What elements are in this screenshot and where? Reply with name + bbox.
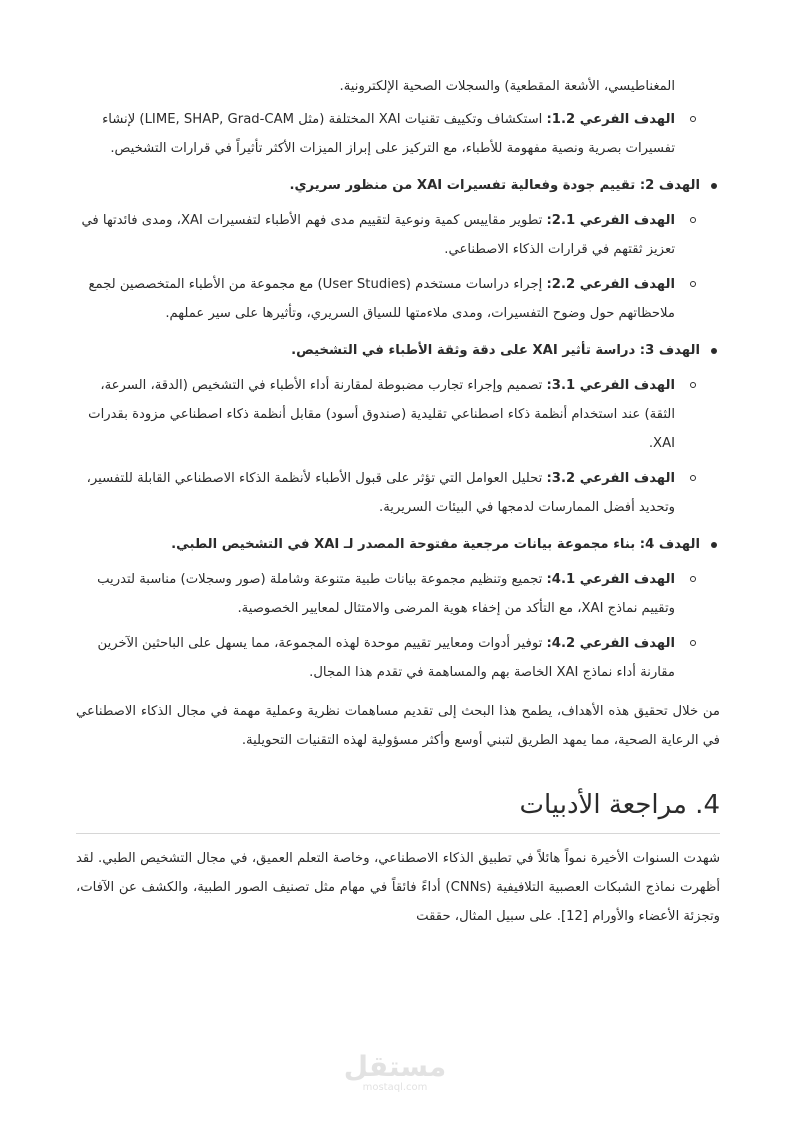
literature-review-paragraph: شهدت السنوات الأخيرة نمواً هائلاً في تطبيق الذكاء الاصطناعي، وخاصة التعلم العميق، في مجال التشخيص الطبي. لقد أظهرت نماذج الشبكات العصبية التلافيفية (CNNs) أداءً فائقاً في مهام مثل تصنيف الصور الطبية، والكشف عن الآفات، وتجزئة الأعضاء والأورام [12]. على سبيل المثال، حققت — [76, 851, 720, 924]
sub-goal-label: الهدف الفرعي 2.2: — [546, 277, 675, 292]
sub-goal-2-2 — [76, 270, 720, 328]
goal-4 — [76, 530, 720, 687]
sub-goal-4-1 — [76, 565, 720, 623]
goal-title: الهدف 3: دراسة تأثير XAI على دقة وثقة الأطباء في التشخيص. — [291, 343, 700, 358]
sub-goal-text: توفير أدوات ومعايير تقييم موحدة لهذه المجموعة، مما يسهل على الباحثين الآخرين مقارنة أداء نماذج XAI الخاصة بهم والمساهمة في تقدم هذا المجال. — [97, 636, 675, 680]
sub-goal-1-2 — [76, 105, 720, 163]
bullet-icon — [711, 542, 717, 548]
conclusion-paragraph: من خلال تحقيق هذه الأهداف، يطمح هذا البحث إلى تقديم مساهمات نظرية وعملية مهمة في مجال الذكاء الاصطناعي في الرعاية الصحية، مما يمهد الطريق لتبني أوسع وأكثر مسؤولية لهذه التقنيات التحويلية. — [76, 704, 720, 748]
sub-goal-label: الهدف الفرعي 1.2: — [546, 112, 675, 127]
bullet-icon — [711, 348, 717, 354]
watermark-logo: مستقل — [343, 1050, 447, 1083]
goal-2 — [76, 171, 720, 328]
sub-goal-text: تحليل العوامل التي تؤثر على قبول الأطباء لأنظمة الذكاء الاصطناعي القابلة للتفسير، وتحديد أفضل الممارسات لدمجها في البيئات السريرية. — [86, 471, 675, 515]
sub-goal-label: الهدف الفرعي 3.2: — [546, 471, 675, 486]
goal-title: الهدف 4: بناء مجموعة بيانات مرجعية مفتوحة المصدر لـ XAI في التشخيص الطبي. — [171, 537, 700, 552]
section-heading: 4. مراجعة الأدبيات — [76, 785, 720, 834]
bullet-icon — [711, 183, 717, 189]
goals-list — [76, 171, 720, 687]
hollow-bullet-icon — [690, 217, 696, 223]
hollow-bullet-icon — [690, 116, 696, 122]
watermark — [340, 1052, 450, 1094]
hollow-bullet-icon — [690, 475, 696, 481]
sub-goal-label: الهدف الفرعي 2.1: — [546, 213, 675, 228]
document-page — [76, 72, 720, 931]
sub-goal-label: الهدف الفرعي 4.1: — [546, 572, 675, 587]
top-sub-list — [76, 105, 720, 163]
goal-title: الهدف 2: تقييم جودة وفعالية تفسيرات XAI من منظور سريري. — [289, 178, 700, 193]
sub-goal-4-2 — [76, 629, 720, 687]
sub-goal-text: تطوير مقاييس كمية ونوعية لتقييم مدى فهم الأطباء لتفسيرات XAI، ومدى فائدتها في تعزيز ثقتهم في قرارات الذكاء الاصطناعي. — [81, 213, 675, 257]
sub-goal-list — [76, 371, 720, 522]
sub-goal-label: الهدف الفرعي 4.2: — [546, 636, 675, 651]
sub-goal-text: إجراء دراسات مستخدم (User Studies) مع مجموعة من الأطباء المتخصصين لجمع ملاحظاتهم حول وضوح التفسيرات، ومدى ملاءمتها للسياق السريري، وتأثيرها على سير عملهم. — [88, 277, 675, 321]
sub-goal-3-1 — [76, 371, 720, 458]
sub-goal-text: تجميع وتنظيم مجموعة بيانات طبية متنوعة وشاملة (صور وسجلات) مناسبة لتدريب وتقييم نماذج XAI، مع التأكد من إخفاء هوية المرضى والامتثال لمعايير الخصوصية. — [97, 572, 675, 616]
hollow-bullet-icon — [690, 576, 696, 582]
sub-goal-3-2 — [76, 464, 720, 522]
sub-goal-2-1 — [76, 206, 720, 264]
goal-3 — [76, 336, 720, 522]
intro-line: المغناطيسي، الأشعة المقطعية) والسجلات الصحية الإلكترونية. — [339, 79, 675, 94]
hollow-bullet-icon — [690, 382, 696, 388]
watermark-site: mostaql.com — [362, 1082, 428, 1093]
hollow-bullet-icon — [690, 640, 696, 646]
sub-goal-label: الهدف الفرعي 3.1: — [546, 378, 675, 393]
hollow-bullet-icon — [690, 281, 696, 287]
sub-goal-list — [76, 565, 720, 687]
sub-goal-list — [76, 206, 720, 328]
sub-goal-text: استكشاف وتكييف تقنيات XAI المختلفة (مثل LIME, SHAP, Grad-CAM) لإنشاء تفسيرات بصرية ونصية مفهومة للأطباء، مع التركيز على إبراز الميزات الأكثر تأثيراً في قرارات التشخيص. — [102, 112, 675, 156]
sub-goal-text: تصميم وإجراء تجارب مضبوطة لمقارنة أداء الأطباء في التشخيص (الدقة، السرعة، الثقة) عند استخدام أنظمة ذكاء اصطناعي تقليدية (صندوق أسود) مقابل أنظمة ذكاء اصطناعي مزودة بقدرات XAI. — [88, 378, 675, 451]
